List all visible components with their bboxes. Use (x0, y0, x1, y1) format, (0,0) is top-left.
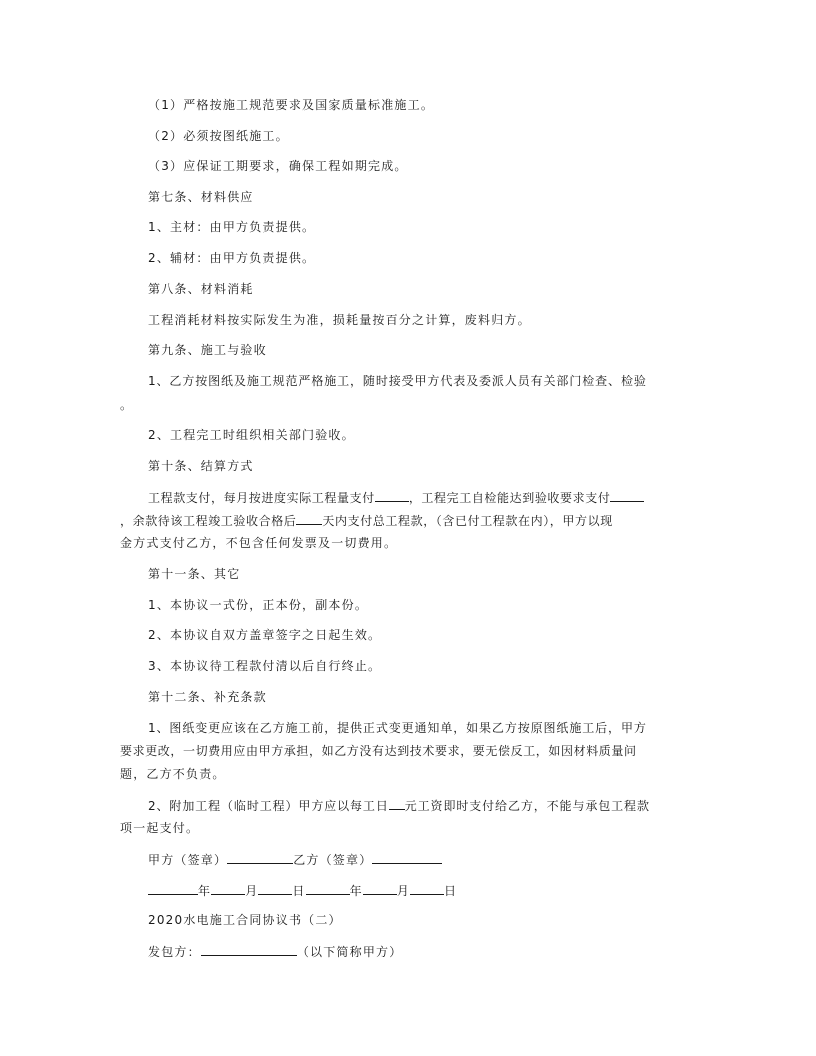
clause-line: （3）应保证工期要求，确保工程如期完成。 (148, 159, 408, 173)
clause-line: 要求更改，一切费用应由甲方承担，如乙方没有达到技术要求，要无偿反工，如因材料质量问 (120, 744, 637, 758)
clause-line: 3、本协议待工程款付清以后自行终止。 (148, 659, 382, 673)
blank-field (296, 512, 322, 525)
contractor-line (148, 943, 402, 960)
section-heading: 第八条、材料消耗 (148, 282, 254, 296)
extra-text: 2、附加工程（临时工程）甲方应以每工日 (148, 799, 389, 813)
blank-field (363, 882, 397, 895)
blank-field (372, 851, 442, 864)
clause-line: 题，乙方不负责。 (120, 767, 226, 781)
day-label: 日 (292, 884, 306, 898)
extra-line: 项一起支付。 (120, 821, 200, 835)
section-heading: 第十二条、补充条款 (148, 690, 267, 704)
clause-line: 2、本协议自双方盖章签字之日起生效。 (148, 628, 382, 642)
section-heading: 第九条、施工与验收 (148, 343, 267, 357)
blank-field (201, 943, 297, 956)
payment-text: 工程款支付，每月按进度实际工程量支付 (148, 491, 375, 505)
extra-text: 元工资即时支付给乙方，不能与承包工程款 (404, 799, 650, 813)
payment-line (120, 512, 613, 529)
clause-line: （2）必须按图纸施工。 (148, 129, 289, 143)
blank-field (610, 489, 644, 502)
blank-field (389, 797, 405, 810)
month-label: 月 (245, 884, 259, 898)
section-heading: 第十条、结算方式 (148, 459, 254, 473)
extra-line (148, 797, 650, 814)
party-b-label: 乙方（签章） (293, 853, 373, 867)
payment-line: 金方式支付乙方，不包含任何发票及一切费用。 (120, 536, 398, 550)
contractor-note: （以下简称甲方） (296, 945, 403, 959)
year-label: 年 (198, 884, 212, 898)
blank-field (148, 882, 198, 895)
payment-text: ，工程完工自检能达到验收要求支付 (408, 491, 611, 505)
signature-line (148, 851, 442, 868)
clause-line: 1、主材：由甲方负责提供。 (148, 220, 316, 234)
day-label: 日 (444, 884, 458, 898)
clause-line: 1、本协议一式份，正本份，副本份。 (148, 598, 369, 612)
payment-text: 天内支付总工程款，（含已付工程款在内），甲方以现 (322, 514, 613, 528)
document-title: 2020水电施工合同协议书（二） (148, 913, 342, 927)
clause-line: 。 (120, 398, 134, 412)
clause-line: 1、图纸变更应该在乙方施工前，提供正式变更通知单，如果乙方按原图纸施工后，甲方 (148, 721, 647, 735)
month-label: 月 (396, 884, 411, 898)
section-heading: 第十一条、其它 (148, 567, 241, 581)
blank-field (258, 882, 292, 895)
clause-line: （1）严格按施工规范要求及国家质量标准施工。 (148, 98, 435, 112)
clause-line: 2、辅材：由甲方负责提供。 (148, 251, 316, 265)
blank-field (227, 851, 293, 864)
blank-field (211, 882, 245, 895)
date-line (148, 882, 457, 899)
blank-field (410, 882, 444, 895)
payment-text: ，余款待该工程竣工验收合格后 (120, 514, 297, 528)
clause-line: 2、工程完工时组织相关部门验收。 (148, 428, 355, 442)
section-heading: 第七条、材料供应 (148, 190, 254, 204)
contractor-label: 发包方： (148, 945, 201, 959)
party-a-label: 甲方（签章） (148, 853, 228, 867)
year-label: 年 (349, 884, 363, 898)
blank-field (375, 489, 409, 502)
payment-line (148, 489, 644, 506)
clause-line: 工程消耗材料按实际发生为准，损耗量按百分之计算，废料归方。 (148, 313, 531, 327)
clause-line: 1、乙方按图纸及施工规范严格施工，随时接受甲方代表及委派人员有关部门检查、检验 (148, 374, 647, 388)
blank-field (306, 882, 350, 895)
